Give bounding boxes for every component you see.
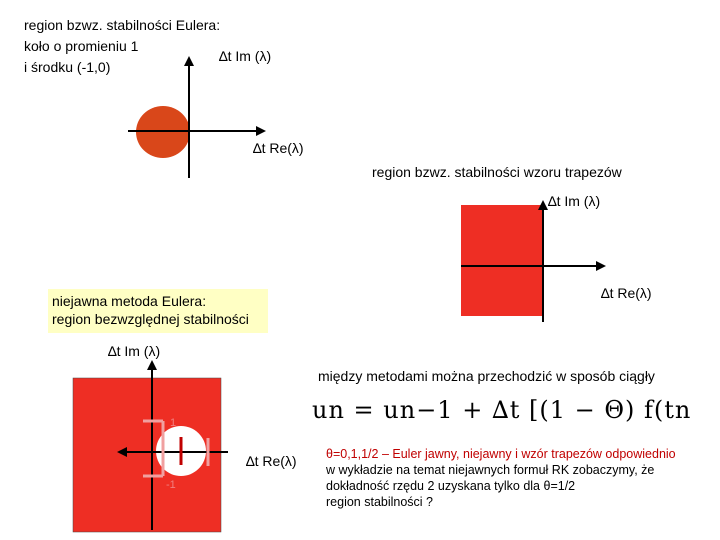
euler-implicit-tick-top: 1 (170, 417, 177, 429)
trapezoid-stability-region (461, 205, 543, 316)
trapezoid-re-arrowhead (596, 261, 606, 271)
note-line-2: dokładność rzędu 2 uzyskana tylko dla θ=1/2 (326, 479, 576, 493)
euler-explicit-re-arrowhead (256, 126, 266, 136)
euler-implicit-re-label: ∆t Re(λ) (246, 453, 297, 469)
euler-implicit-caption-line-2: region bezwzględnej stabilności (52, 311, 249, 327)
euler-explicit-im-label: ∆t Im (λ) (219, 48, 272, 64)
transition-caption: między metodami można przechodzić w sposób ciągły (318, 368, 655, 384)
theta-method-formula-text: un = un−1 + ∆t [(1 − Θ) f(tn (312, 396, 692, 424)
note-highlight: θ=0,1,1/2 – Euler jawny, niejawny i wzór trapezów odpowiednio (326, 447, 676, 461)
euler-implicit-caption-line-1: niejawna metoda Eulera: (52, 293, 207, 309)
euler-explicit-caption-line-1: region bzwz. stabilności Eulera: (24, 17, 221, 33)
euler-explicit-caption-line-2: koło o promieniu 1 (24, 38, 139, 54)
euler-implicit-im-arrowhead (147, 360, 157, 370)
euler-explicit-im-arrowhead (184, 56, 194, 66)
euler-explicit-re-label: ∆t Re(λ) (253, 140, 304, 156)
trapezoid-im-label: ∆t Im (λ) (548, 193, 601, 209)
note-line-3: region stabilności ? (326, 495, 434, 509)
theta-method-formula (312, 396, 700, 426)
euler-implicit-caption-box (48, 289, 268, 333)
trapezoid-re-label: ∆t Re(λ) (601, 285, 652, 301)
theta-method-note (326, 446, 706, 510)
trapezoid-caption: region bzwz. stabilności wzoru trapezów (372, 164, 622, 180)
euler-implicit-im-label: ∆t Im (λ) (108, 343, 161, 359)
euler-implicit-tick-bottom: -1 (166, 479, 176, 491)
euler-explicit-caption-line-3: i środku (-1,0) (24, 59, 111, 75)
note-line-1: w wykładzie na temat niejawnych formuł RK zobaczymy, że (326, 463, 655, 477)
